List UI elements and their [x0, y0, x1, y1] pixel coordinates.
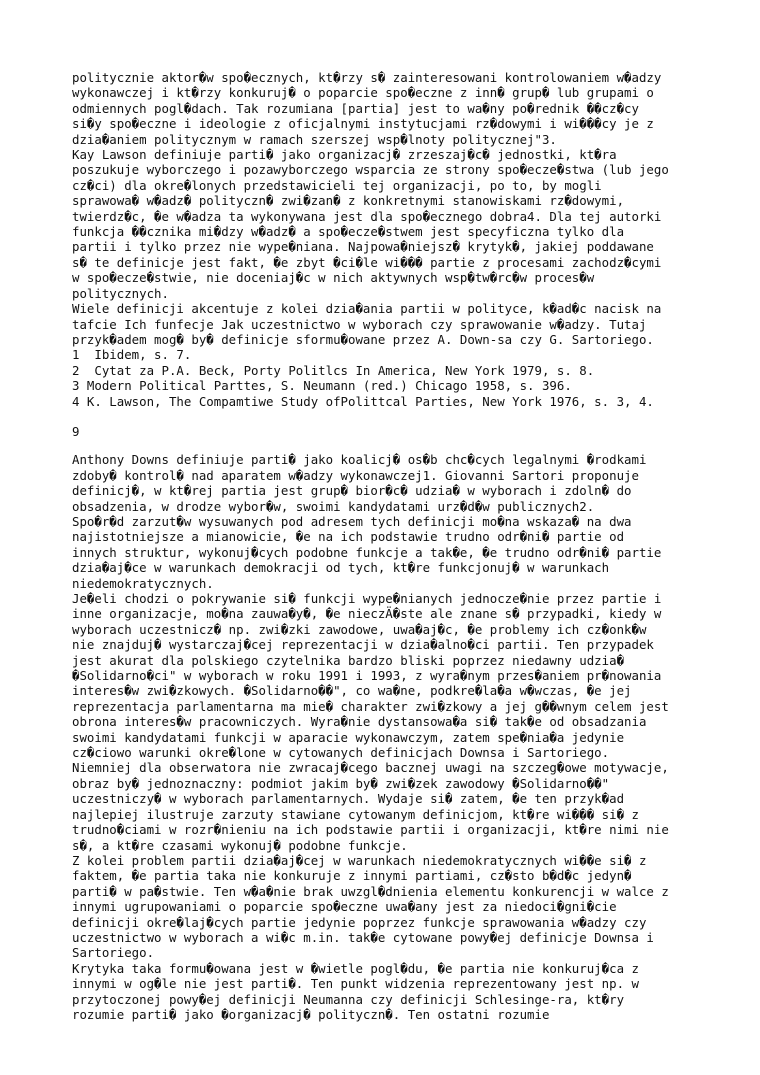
- text-line: Niemniej dla obserwatora nie zwracaj�cego bacznej uwagi na szczeg�owe motywacje,: [72, 760, 669, 776]
- document-page: [72, 70, 752, 1022]
- paragraph-block-top: [72, 70, 752, 347]
- text-line: s� te definicje jest fakt, �e zbyt �ci�le wi��� partie z procesami zachodz�cymi: [72, 254, 662, 270]
- text-line: innymi ugrupowaniami o poparcie spo�eczne uwa�any jest za niedoci�gni�cie: [72, 899, 617, 915]
- text-line: partii i tylko przez nie wype�niana. Najpowa�niejsz� krytyk�, jakiej poddawane: [72, 239, 654, 255]
- text-line: inne organizacje, mo�na zauwa�y�, �e nieczÄ�ste ale znane s� przypadki, kiedy w: [72, 606, 662, 622]
- footnote-line: 1 Ibidem, s. 7.: [72, 347, 192, 363]
- text-line: Z kolei problem partii dzia�aj�cej w warunkach niedemokratycznych wi��e si� z: [72, 852, 647, 868]
- text-line: nie znajduj� wystarczaj�cej reprezentacji w dzia�alno�ci partii. Ten przypadek: [72, 637, 654, 653]
- footnote-line: 4 K. Lawson, The Compamtiwe Study ofPolittcal Parties, New York 1976, s. 3, 4.: [72, 393, 654, 409]
- text-line: odmiennych pogl�dach. Tak rozumiana [partia] jest to wa�ny po�rednik ��cz�cy: [72, 100, 639, 116]
- text-line: definicji okre�laj�cych partie jedynie poprzez funkcje sprawowania w�adzy czy: [72, 914, 647, 930]
- text-line: parti� w pa�stwie. Ten w�a�nie brak uwzgl�dnienia elementu konkurencji w walce z: [72, 883, 669, 899]
- text-line: najlepiej ilustruje zarzuty stawiane cytowanym definicjom, kt�re wi��� si� z: [72, 806, 639, 822]
- text-line: uczestnictwo w wyborach a wi�c m.in. tak�e cytowane powy�ej definicje Downsa i: [72, 929, 654, 945]
- text-line: definicj�, w kt�rej partia jest grup� bior�c� udzia� w wyborach i zdoln� do: [72, 483, 632, 499]
- spacer: [72, 409, 752, 424]
- text-line: �Solidarno�ci" w wyborach w roku 1991 i 1993, z wyra�nym przes�aniem pr�nowania: [72, 668, 662, 684]
- footnote-line: 2 Cytat za P.A. Beck, Porty Politlcs In America, New York 1979, s. 8.: [72, 362, 595, 378]
- footnotes: [72, 347, 752, 409]
- text-line: Sartoriego.: [72, 945, 155, 961]
- text-line: w spo�ecze�stwie, nie doceniaj�c w nich aktywnych wsp�tw�rc�w proces�w: [72, 270, 595, 286]
- text-line: obrona interes�w pracowniczych. Wyra�nie dystansowa�a si� tak�e od obsadzania: [72, 714, 647, 730]
- text-line: twierdz�c, �e w�adza ta wykonywana jest dla spo�ecznego dobra4. Dla tej autorki: [72, 208, 662, 224]
- text-line: funkcja ��cznika mi�dzy w�adz� a spo�ecze�stwem jest specyficzna tylko dla: [72, 224, 625, 240]
- text-line: sprawowa� w�adz� polityczn� zwi�zan� z konkretnymi stanowiskami rz�dowymi,: [72, 193, 625, 209]
- text-line: jest akurat dla polskiego czytelnika bardzo bliski poprzez niedawny udzia�: [72, 652, 625, 668]
- text-line: dzia�aniem politycznym w ramach szerszej wsp�lnoty politycznej"3.: [72, 131, 557, 147]
- text-line: innymi w og�le nie jest parti�. Ten punkt widzenia reprezentowany jest np. w: [72, 976, 639, 992]
- text-line: Kay Lawson definiuje parti� jako organizacj� zrzeszaj�c� jednostki, kt�ra: [72, 147, 617, 163]
- text-line: przyk�adem mog� by� definicje sformu�owane przez A. Down-sa czy G. Sartoriego.: [72, 331, 654, 347]
- text-line: cz�ci) dla okre�lonych przedstawicieli tej organizacji, po to, by mogli: [72, 177, 602, 193]
- text-line: interes�w zwi�zkowych. �Solidarno��", co wa�ne, podkre�la�a w�wczas, �e jej: [72, 683, 632, 699]
- text-line: rozumie parti� jako �organizacj� polityczn�. Ten ostatni rozumie: [72, 1006, 550, 1022]
- text-line: najistotniejsze a mianowicie, �e na ich podstawie trudno odr�ni� partie od: [72, 529, 625, 545]
- text-line: si�y spo�eczne i ideologie z oficjalnymi instytucjami rz�dowymi i wi���cy je z: [72, 116, 654, 132]
- text-line: s�, a kt�re czasami wykonuj� podobne funkcje.: [72, 837, 408, 853]
- text-line: Krytyka taka formu�owana jest w �wietle pogl�du, �e partia nie konkuruj�ca z: [72, 960, 639, 976]
- text-line: Je�eli chodzi o pokrywanie si� funkcji wype�nianych jednocze�nie przez partie i: [72, 591, 662, 606]
- text-line: innych struktur, wykonuj�cych podobne funkcje a tak�e, �e trudno odr�ni� partie: [72, 544, 662, 560]
- text-line: cz�ciowo warunki okre�lone w cytowanych definicjach Downsa i Sartoriego.: [72, 745, 610, 761]
- text-line: swoimi kandydatami funkcji w aparacie wykonawczym, zatem spe�nia�a jedynie: [72, 729, 625, 745]
- text-line: wyborach uczestnicz� np. zwi�zki zawodowe, uwa�aj�c, �e problemy ich cz�onk�w: [72, 621, 647, 637]
- text-line: poszukuje wyborczego i pozawyborczego wsparcia ze strony spo�ecze�stwa (lub jego: [72, 162, 669, 178]
- text-line: uczestniczy� w wyborach parlamentarnych. Wydaje si� zatem, �e ten przyk�ad: [72, 791, 625, 807]
- text-line: faktem, �e partia taka nie konkuruje z innymi partiami, cz�sto b�d�c jedyn�: [72, 868, 632, 884]
- text-line: dzia�aj�ce w warunkach demokracji od tych, kt�re funkcjonuj� w warunkach: [72, 560, 610, 576]
- text-line: reprezentacja parlamentarna ma mie� charakter zwi�zkowy a jej g��wnym celem jest: [72, 698, 669, 714]
- text-line: politycznych.: [72, 285, 169, 301]
- text-line: wykonawczej i kt�rzy konkuruj� o poparcie spo�eczne z inn� grup� lub grupami o: [72, 85, 654, 101]
- text-line: obsadzenia, w drodze wybor�w, swoimi kandydatami urz�d�w publicznych2.: [72, 498, 595, 514]
- paragraph-block-bottom: [72, 452, 752, 1022]
- text-line: trudno�ciami w rozr�nieniu na ich podstawie partii i organizacji, kt�re nimi nie: [72, 822, 669, 838]
- text-line: obraz by� jednoznaczny: podmiot jakim by� zwi�zek zawodowy �Solidarno��": [72, 775, 610, 791]
- footnote-line: 3 Modern Political Parttes, S. Neumann (red.) Chicago 1958, s. 396.: [72, 378, 572, 394]
- page-number: 9: [72, 423, 80, 439]
- text-line: Wiele definicji akcentuje z kolei dzia�ania partii w polityce, k�ad�c nacisk na: [72, 301, 662, 317]
- text-line: politycznie aktor�w spo�ecznych, kt�rzy s� zainteresowani kontrolowaniem w�adzy: [72, 70, 662, 85]
- text-line: przytoczonej powy�ej definicji Neumanna czy definicji Schlesinge-ra, kt�ry: [72, 991, 625, 1007]
- text-line: niedemokratycznych.: [72, 575, 214, 591]
- text-line: tafcie Ich funfecje Jak uczestnictwo w wyborach czy sprawowanie w�adzy. Tutaj: [72, 316, 647, 332]
- text-line: Spo�r�d zarzut�w wysuwanych pod adresem tych definicji mo�na wskaza� na dwa: [72, 513, 632, 529]
- spacer: [72, 439, 752, 452]
- text-line: zdoby� kontrol� nad aparatem w�adzy wykonawczej1. Giovanni Sartori proponuje: [72, 467, 639, 483]
- text-line: Anthony Downs definiuje parti� jako koalicj� os�b chc�cych legalnymi �rodkami: [72, 452, 647, 468]
